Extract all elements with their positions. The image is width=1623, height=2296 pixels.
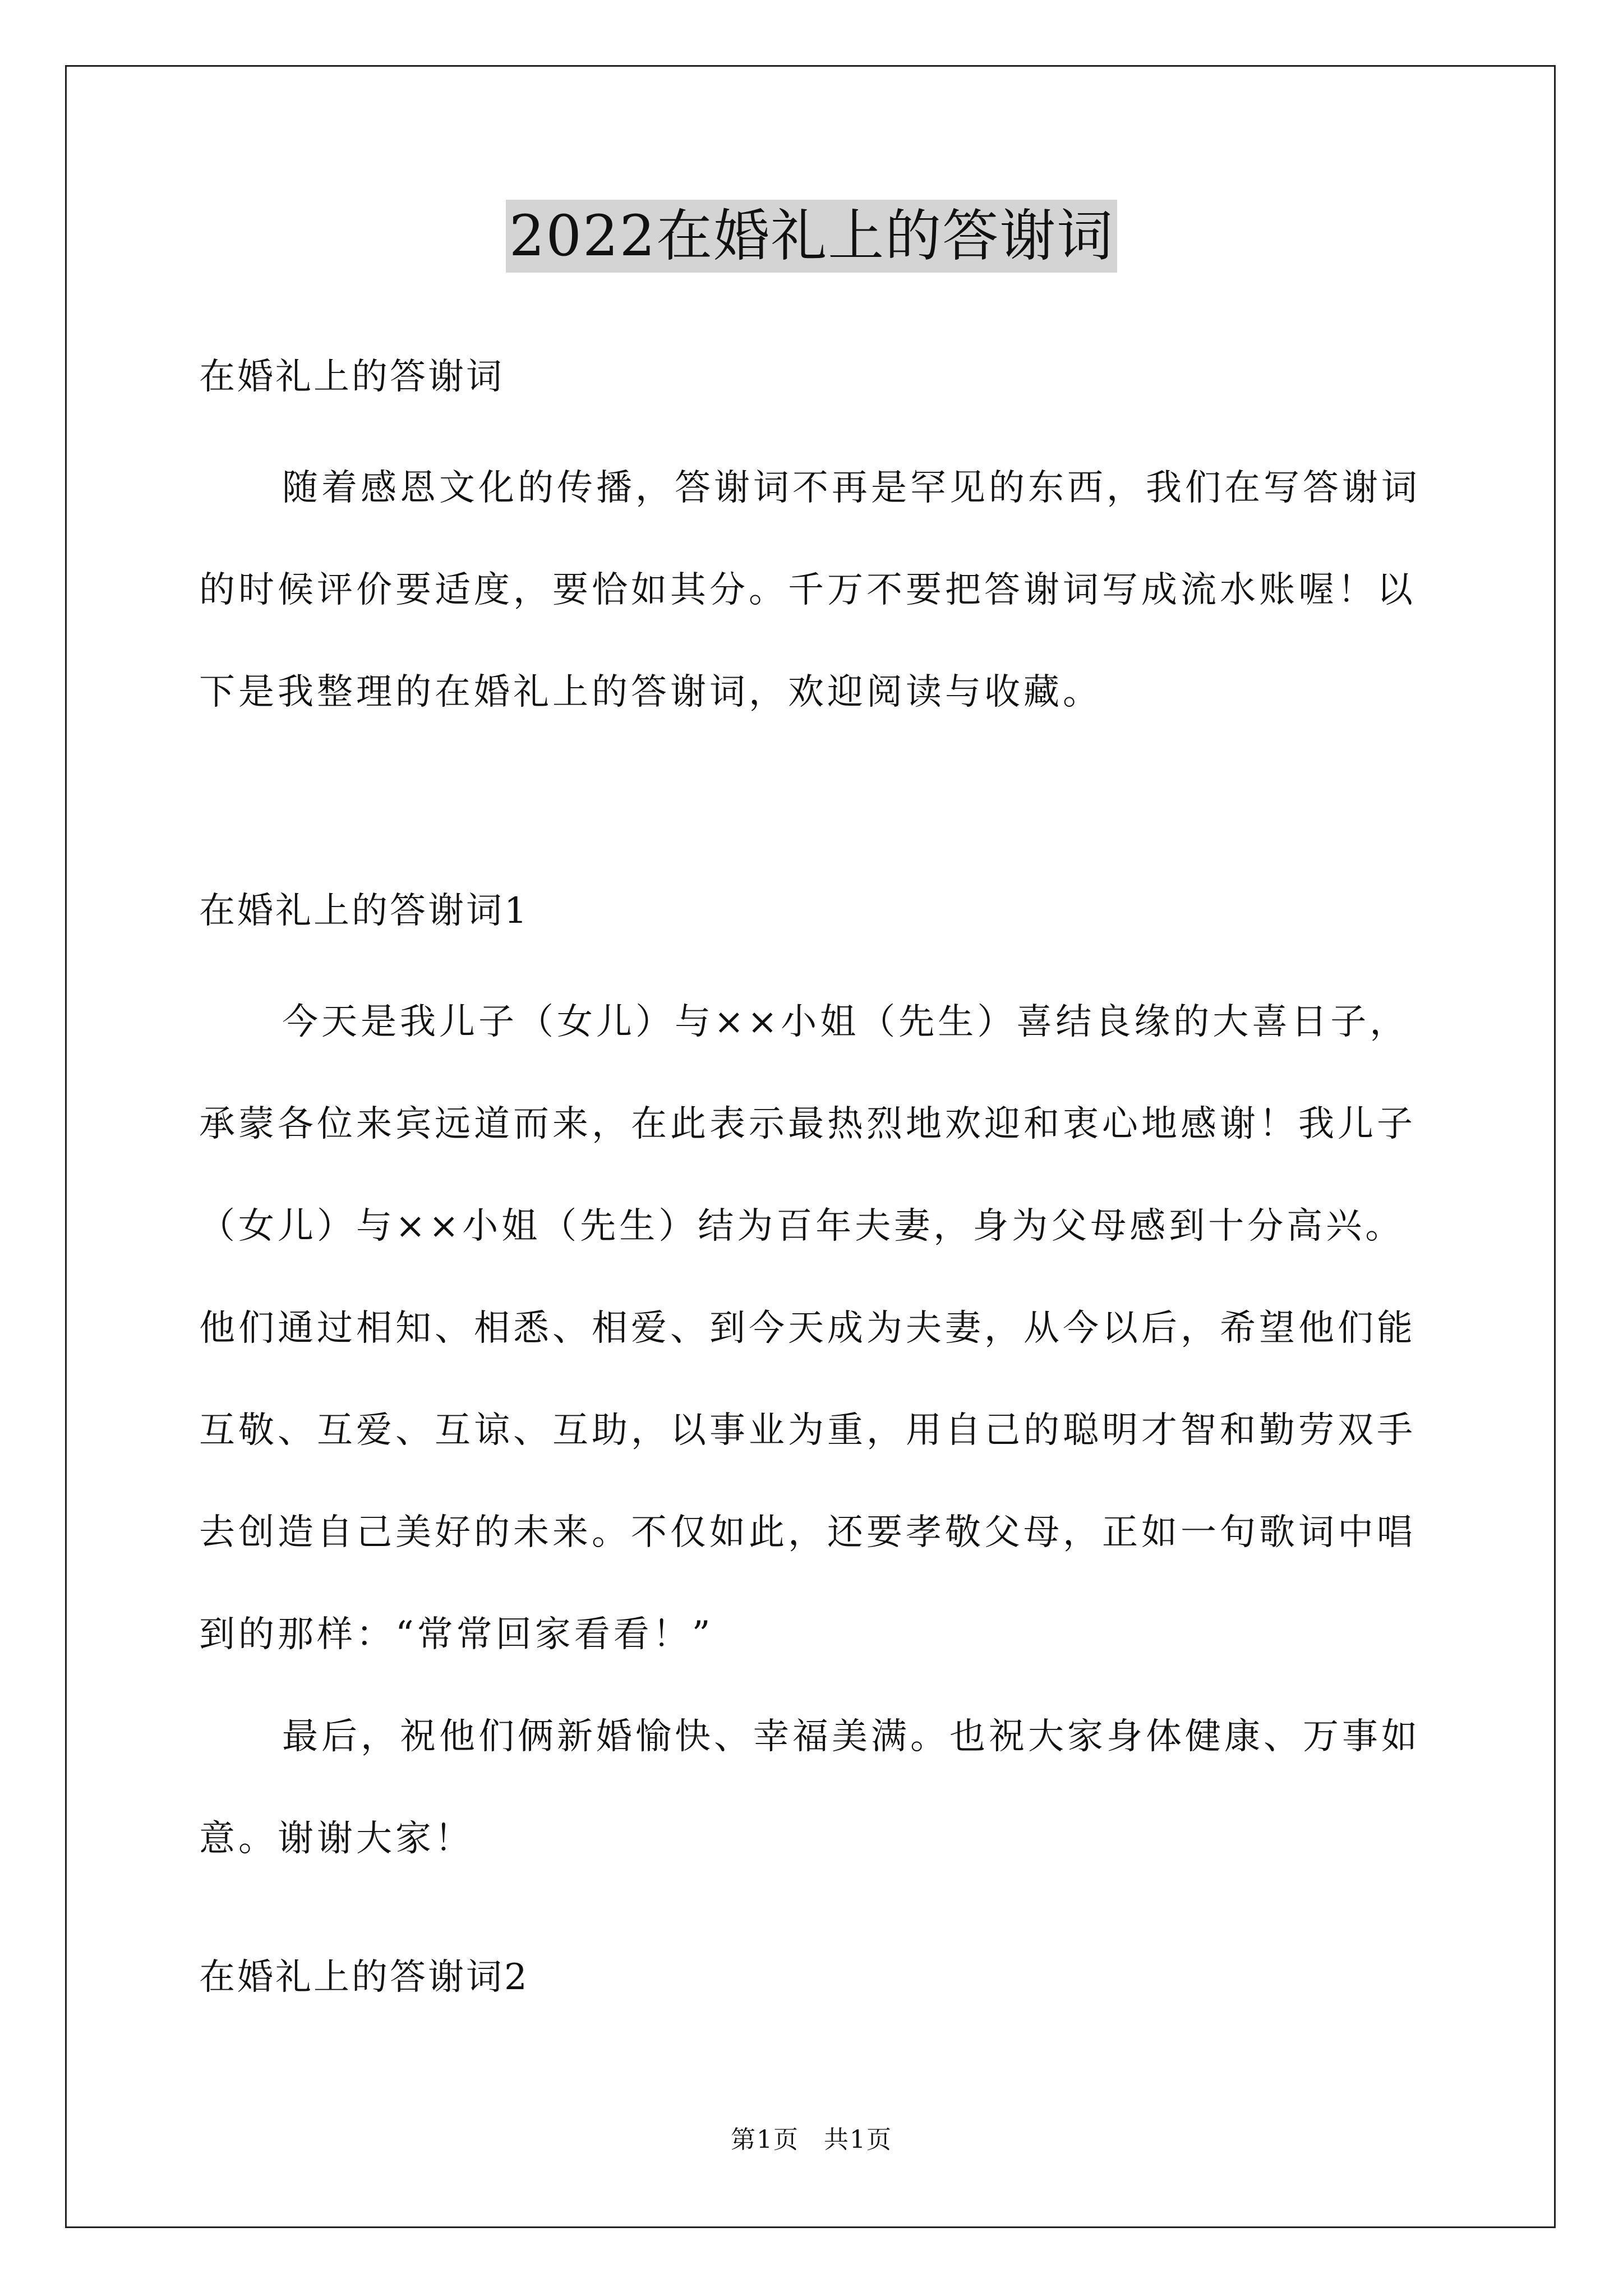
section1-paragraph-1: 今天是我儿子（女儿）与××小姐（先生）喜结良缘的大喜日子，承蒙各位来宾远道而来，在此表示最热烈地欢迎和衷心地感谢！我儿子（女儿）与××小姐（先生）结为百年夫妻，身为父母感到十分高兴。他们通过相知、相悉、相爱、到今天成为夫妻，从今以后，希望他们能互敬、互爱、互谅、互助，以事业为重，用自己的聪明才智和勤劳双手去创造自己美好的未来。不仅如此，还要孝敬父母，正如一句歌词中唱到的那样：“常常回家看看！” xyxy=(199,1001,1416,1655)
title-wrapper xyxy=(0,200,1623,273)
intro-heading: 在婚礼上的答谢词 xyxy=(199,356,504,398)
page-total: 共1页 xyxy=(824,2125,892,2154)
page-footer xyxy=(0,2123,1623,2157)
section1-block xyxy=(199,971,1433,1890)
page-number: 第1页 xyxy=(731,2125,799,2154)
section1-paragraph-2: 最后，祝他们俩新婚愉快、幸福美满。也祝大家身体健康、万事如意。谢谢大家！ xyxy=(199,1716,1421,1860)
intro-paragraph: 随着感恩文化的传播，答谢词不再是罕见的东西，我们在写答谢词的时候评价要适度，要恰如其分。千万不要把答谢词写成流水账喔！以下是我整理的在婚礼上的答谢词，欢迎阅读与收藏。 xyxy=(199,467,1421,713)
document-title: 2022在婚礼上的答谢词 xyxy=(506,200,1118,273)
intro-block xyxy=(199,437,1433,743)
section1-heading: 在婚礼上的答谢词1 xyxy=(199,890,529,932)
section2-heading: 在婚礼上的答谢词2 xyxy=(199,1957,529,1998)
